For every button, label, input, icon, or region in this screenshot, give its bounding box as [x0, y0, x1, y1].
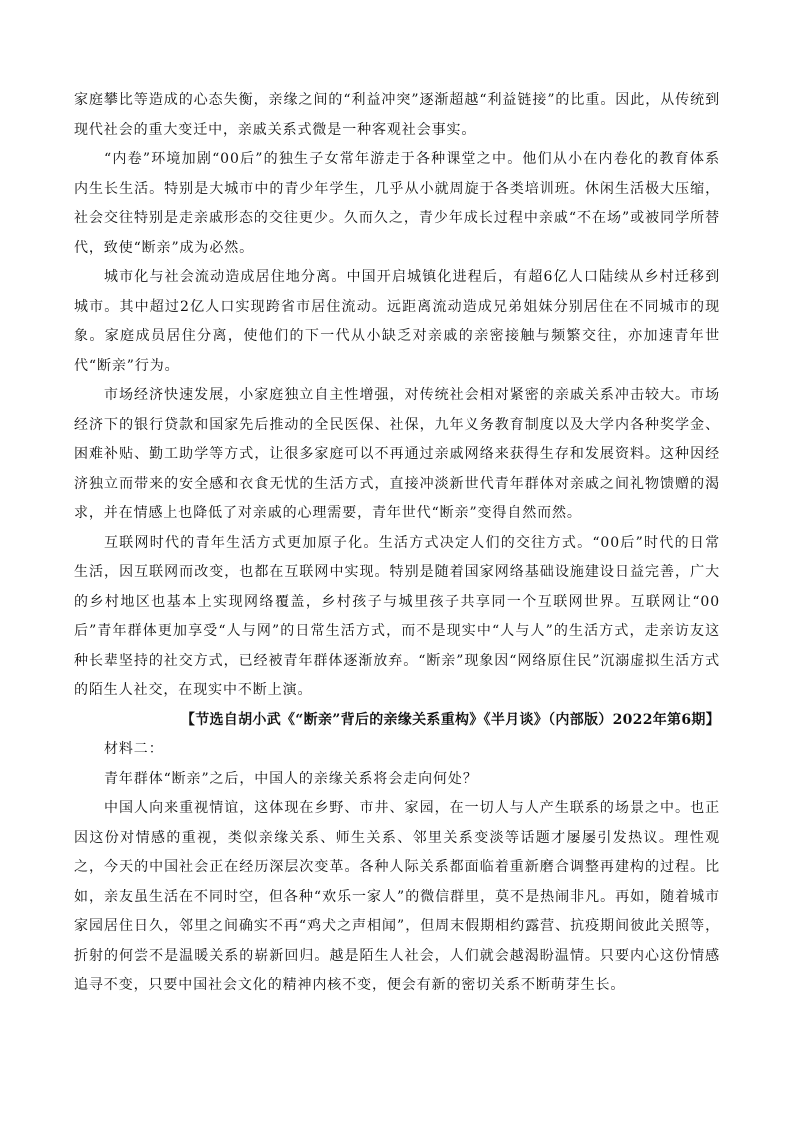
paragraph-continuation: 家庭攀比等造成的心态失衡，亲缘之间的“利益冲突”逐渐超越“利益链接”的比重。因此，从传统到现代社会的重大变迁中，亲戚关系式微是一种客观社会事实。 — [74, 92, 720, 138]
source-citation: 【节选自胡小武《“断亲”背后的亲缘关系重构》《半月谈》（内部版）2022年第6期】 — [180, 711, 720, 728]
paragraph-internet-era: 互联网时代的青年生活方式更加原子化。生活方式决定人们的交往方式。“00后”时代的日常生活，因互联网而改变，也都在互联网中实现。特别是随着国家网络基础设施建设日益完善，广大的乡村地区也基本上实现网络覆盖，乡村孩子与城里孩子共享同一个互联网世界。互联网让“00后”青年群体更加享受“人与网”的日常生活方式，而不是现实中“人与人”的生活方式，走亲访友这种长辈坚持的社交方式，已经被青年群体逐渐放弃。“断亲”现象因“网络原住民”沉溺虚拟生活方式的陌生人社交，在现实中不断上演。 — [74, 534, 720, 698]
paragraph-market-economy: 市场经济快速发展，小家庭独立自主性增强，对传统社会相对紧密的亲戚关系冲击较大。市场经济下的银行贷款和国家先后推动的全民医保、社保，九年义务教育制度以及大学内各种奖学金、困难补贴、勤工助学等方式，让很多家庭可以不再通过亲戚网络来获得生存和发展资料。这种因经济独立而带来的安全感和衣食无忧的生活方式，直接冲淡新世代青年群体对亲戚之间礼物馈赠的渴求，并在情感上也降低了对亲戚的心理需要，青年世代“断亲”变得自然而然。 — [74, 387, 720, 521]
material-two-question: 青年群体“断亲”之后，中国人的亲缘关系将会走向何处？ — [104, 770, 478, 787]
material-two-label: 材料二： — [104, 741, 164, 757]
paragraph-urbanization: 城市化与社会流动造成居住地分离。中国开启城镇化进程后，有超6亿人口陆续从乡村迁移到城市。其中超过2亿人口实现跨省市居住流动。远距离流动造成兄弟姐妹分别居住在不同城市的现象。家庭成员居住分离，使他们的下一代从小缺乏对亲戚的亲密接触与频繁交往，亦加速青年世代“断亲”行为。 — [74, 269, 720, 374]
paragraph-involution: “内卷”环境加剧“00后”的独生子女常年游走于各种课堂之中。他们从小在内卷化的教育体系内生长生活。特别是大城市中的青少年学生，几乎从小就周旋于各类培训班。休闲生活极大压缩，社会交往特别是走亲戚形态的交往更少。久而久之，青少年成长过程中亲戚“不在场”或被同学所替代，致使“断亲”成为必然。 — [74, 151, 720, 256]
document-page — [74, 86, 720, 1001]
material-two-body: 中国人向来重视情谊，这体现在乡野、市井、家园，在一切人与人产生联系的场景之中。也正因这份对情感的重视，类似亲缘关系、师生关系、邻里关系变淡等话题才屡屡引发热议。理性观之，今天的中国社会正在经历深层次变革。各种人际关系都面临着重新磨合调整再建构的过程。比如，亲友虽生活在不同时空，但各种“欢乐一家人”的微信群里，莫不是热闹非凡。再如，随着城市家园居住日久，邻里之间确实不再“鸡犬之声相闻”，但周末假期相约露营、抗疫期间彼此关照等，折射的何尝不是温暖关系的崭新回归。越是陌生人社会，人们就会越渴盼温情。只要内心这份情感追寻不变，只要中国社会文化的精神内核不变，便会有新的密切关系不断萌芽生长。 — [74, 800, 720, 993]
